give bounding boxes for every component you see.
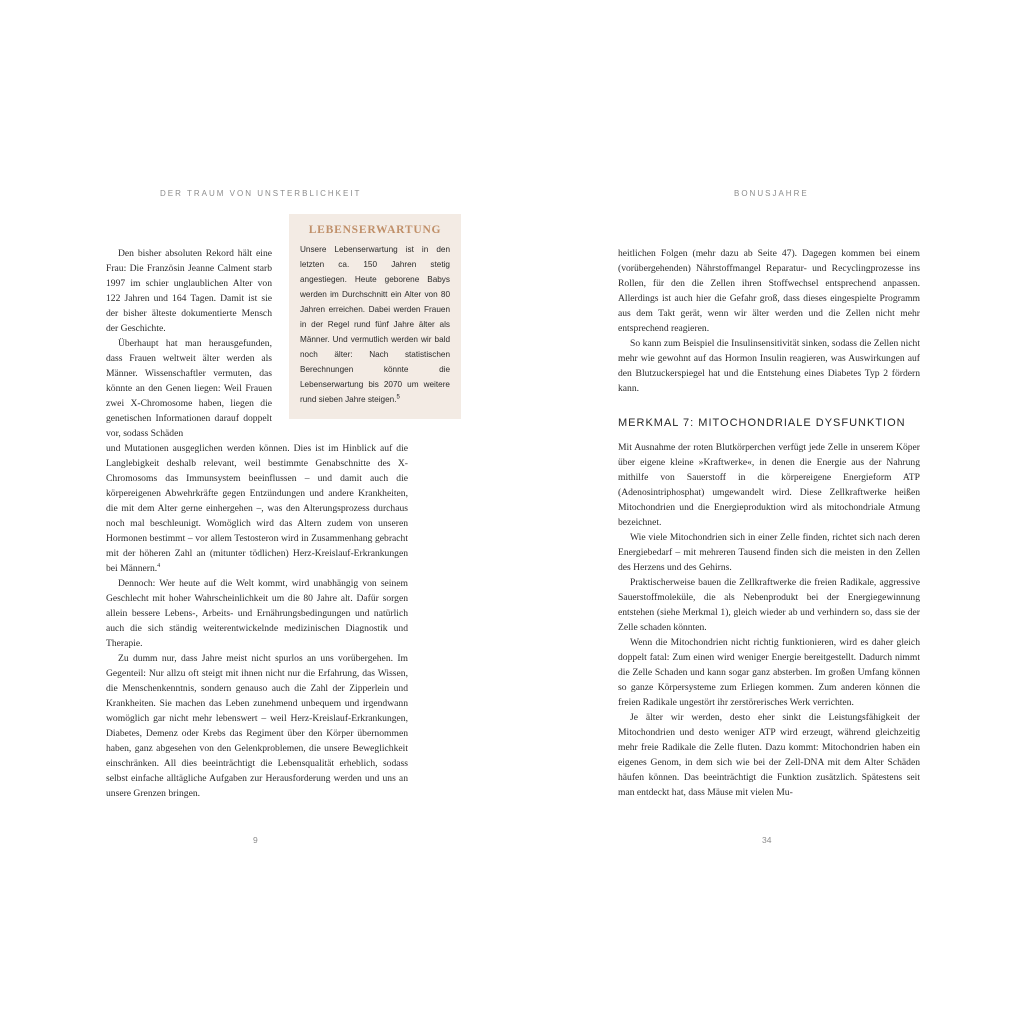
- paragraph: Zu dumm nur, dass Jahre meist nicht spurlos an uns vorübergehen. Im Gegenteil: Nur allzu oft steigt mit ihnen nicht nur die Erfahrung, das Wissen, die Menschenkenntnis, sondern genauso auch die Zahl der Zipperlein und Krankheiten. Sie machen das Leben zunehmend unbequem und irgendwann womöglich gar nicht mehr lebenswert – weil Herz-Kreislauf-Erkrankungen, Diabetes, Demenz oder Krebs das Regiment über den Körper übernommen haben, ganz abgesehen von den Gelenkproblemen, die unsere Beweglichkeit einschränken. All dies beeinträchtigt die Lebensqualität erheblich, sodass selbst einfache alltägliche Aufgaben zur Herausforderung werden und uns an unsere Grenzen bringen.: [106, 653, 408, 799]
- paragraph: So kann zum Beispiel die Insulinsensitivität sinken, sodass die Zellen nicht mehr wie gewohnt auf das Hormon Insulin reagieren, was Auswirkungen auf den Blutzuckerspiegel hat und die Entstehung eines Diabetes Typ 2 fördern kann.: [618, 338, 920, 394]
- paragraph: Dennoch: Wer heute auf die Welt kommt, wird unabhängig von seinem Geschlecht mit hoher Wahrscheinlichkeit um die 80 Jahre alt. Dafür sorgen allein bessere Lebens-, Arbeits- und Ernährungsbedingungen und natürlich auch die sich ständig weiterentwickelnde medizinischen Diagnostik und Therapie.: [106, 578, 408, 649]
- sidebar-title: LEBENSERWARTUNG: [308, 224, 442, 236]
- paragraph: Den bisher absoluten Rekord hält eine Frau: Die Französin Jeanne Calment starb 1997 im schier unglaublichen Alter von 122 Jahren und 164 Tagen. Damit ist sie der bisher älteste dokumentierte Mensch der Geschichte.: [106, 248, 272, 334]
- section-heading: MERKMAL 7: MITOCHONDRIALE DYSFUNKTION: [618, 417, 906, 429]
- sidebar-box-lebenserwartung: [289, 214, 461, 419]
- running-head-left: DER TRAUM VON UNSTERBLICHKEIT: [160, 189, 362, 198]
- paragraph-text: und Mutationen ausgeglichen werden können. Dies ist im Hinblick auf die Langlebigkeit deshalb relevant, weil bestimmte Genabschnitte des X-Chromosoms das Immunsystem beeinflussen – und damit auch die körpereigenen Abwehrkräfte gegen Entzündungen und andere Krankheiten, die mit dem Alter gerne einhergehen –, was den Alterungsprozess durchaus noch mal beschleunigt. Womöglich wird das Altern zudem von unseren Hormonen bestimmt – vor allem Testosteron wird in Zusammenhang gebracht mit der höheren Zahl an (mitunter tödlichen) Herz-Kreislauf-Erkrankungen bei Männern.: [106, 443, 408, 574]
- paragraph-continued: heitlichen Folgen (mehr dazu ab Seite 47). Dagegen kommen bei einem (vorübergehenden) Nährstoffmangel Reparatur- und Recyclingprozesse ins Rollen, für den die Zellen ihren Stoffwechsel entsprechend anpassen. Allerdings ist auch hier die Gefahr groß, dass dieses eingespielte Programm aus dem Takt gerät, wenn wir älter werden und die Zellen nicht mehr entsprechend reagieren.: [618, 248, 920, 334]
- paragraph-continued: [106, 441, 408, 576]
- right-column-top: [618, 246, 920, 396]
- sidebar-text: [300, 242, 450, 407]
- left-column-top: [106, 246, 272, 441]
- page-number-left: 9: [253, 835, 258, 845]
- paragraph: Je älter wir werden, desto eher sinkt die Leistungsfähigkeit der Mitochondrien und desto weniger ATP wird erzeugt, während gleichzeitig mehr freie Radikale die Zelle fluten. Dazu kommt: Mitochondrien haben ein eigenes Genom, in dem sich wie bei der Zell-DNA mit dem Alter Schäden häufen können. Das beeinträchtigt die Funktion zusätzlich. Spätestens seit man entdeckt hat, dass Mäuse mit vielen Mu-: [618, 712, 920, 798]
- footnote-marker: 4: [157, 562, 161, 569]
- right-column-main: [618, 440, 920, 800]
- sidebar-text-body: Unsere Lebenserwartung ist in den letzten ca. 150 Jahren stetig angestiegen. Heute geborene Babys werden im Durchschnitt ein Alter von 80 Jahren erreichen. Dabei werden Frauen in der Regel rund fünf Jahre älter als Männer. Und vermutlich werden wir bald noch älter: Nach statistischen Berechnungen könnte die Lebenserwartung bis 2070 um weitere rund sieben Jahre steigen.: [300, 245, 450, 404]
- paragraph: Praktischerweise bauen die Zellkraftwerke die freien Radikale, aggressive Sauerstoffmoleküle, die als Nebenprodukt bei der Energiegewinnung entstehen (siehe Merkmal 1), gleich wieder ab und verhindern so, dass sie der Zelle schaden könnten.: [618, 577, 920, 633]
- running-head-right: BONUSJAHRE: [734, 189, 809, 198]
- left-column-main: [106, 441, 408, 801]
- footnote-marker: 5: [396, 394, 400, 401]
- page-number-right: 34: [762, 835, 772, 845]
- paragraph: Mit Ausnahme der roten Blutkörperchen verfügt jede Zelle in unserem Köper über eigene kleine »Kraftwerke«, in denen die Energie aus der Nahrung mithilfe von Sauerstoff in die körpereigene Energieform ATP (Adenosintriphosphat) umgewandelt wird. Diese Zellkraftwerke heißen Mitochondrien und die Energieproduktion wird als mitochondriale Atmung bezeichnet.: [618, 442, 920, 528]
- paragraph: Wenn die Mitochondrien nicht richtig funktionieren, wird es daher gleich doppelt fatal: Zum einen wird weniger Energie bereitgestellt. Dadurch nimmt die Zelle Schaden und kann sogar ganz absterben. Im großen Umfang können so ganze Körpersysteme zum Erliegen kommen. Zum anderen können die freien Radikale ungestört ihr zerstörerisches Werk verrichten.: [618, 637, 920, 708]
- paragraph: Überhaupt hat man herausgefunden, dass Frauen weltweit älter werden als Männer. Wissenschaftler vermuten, das könnte an den Genen liegen: Weil Frauen zwei X-Chromosome haben, liegen die genetischen Informationen darauf doppelt vor, sodass Schäden: [106, 338, 272, 439]
- paragraph: Wie viele Mitochondrien sich in einer Zelle finden, richtet sich nach deren Energiebedarf – mit mehreren Tausend finden sich die meisten in den Zellen des Herzens und des Gehirns.: [618, 532, 920, 573]
